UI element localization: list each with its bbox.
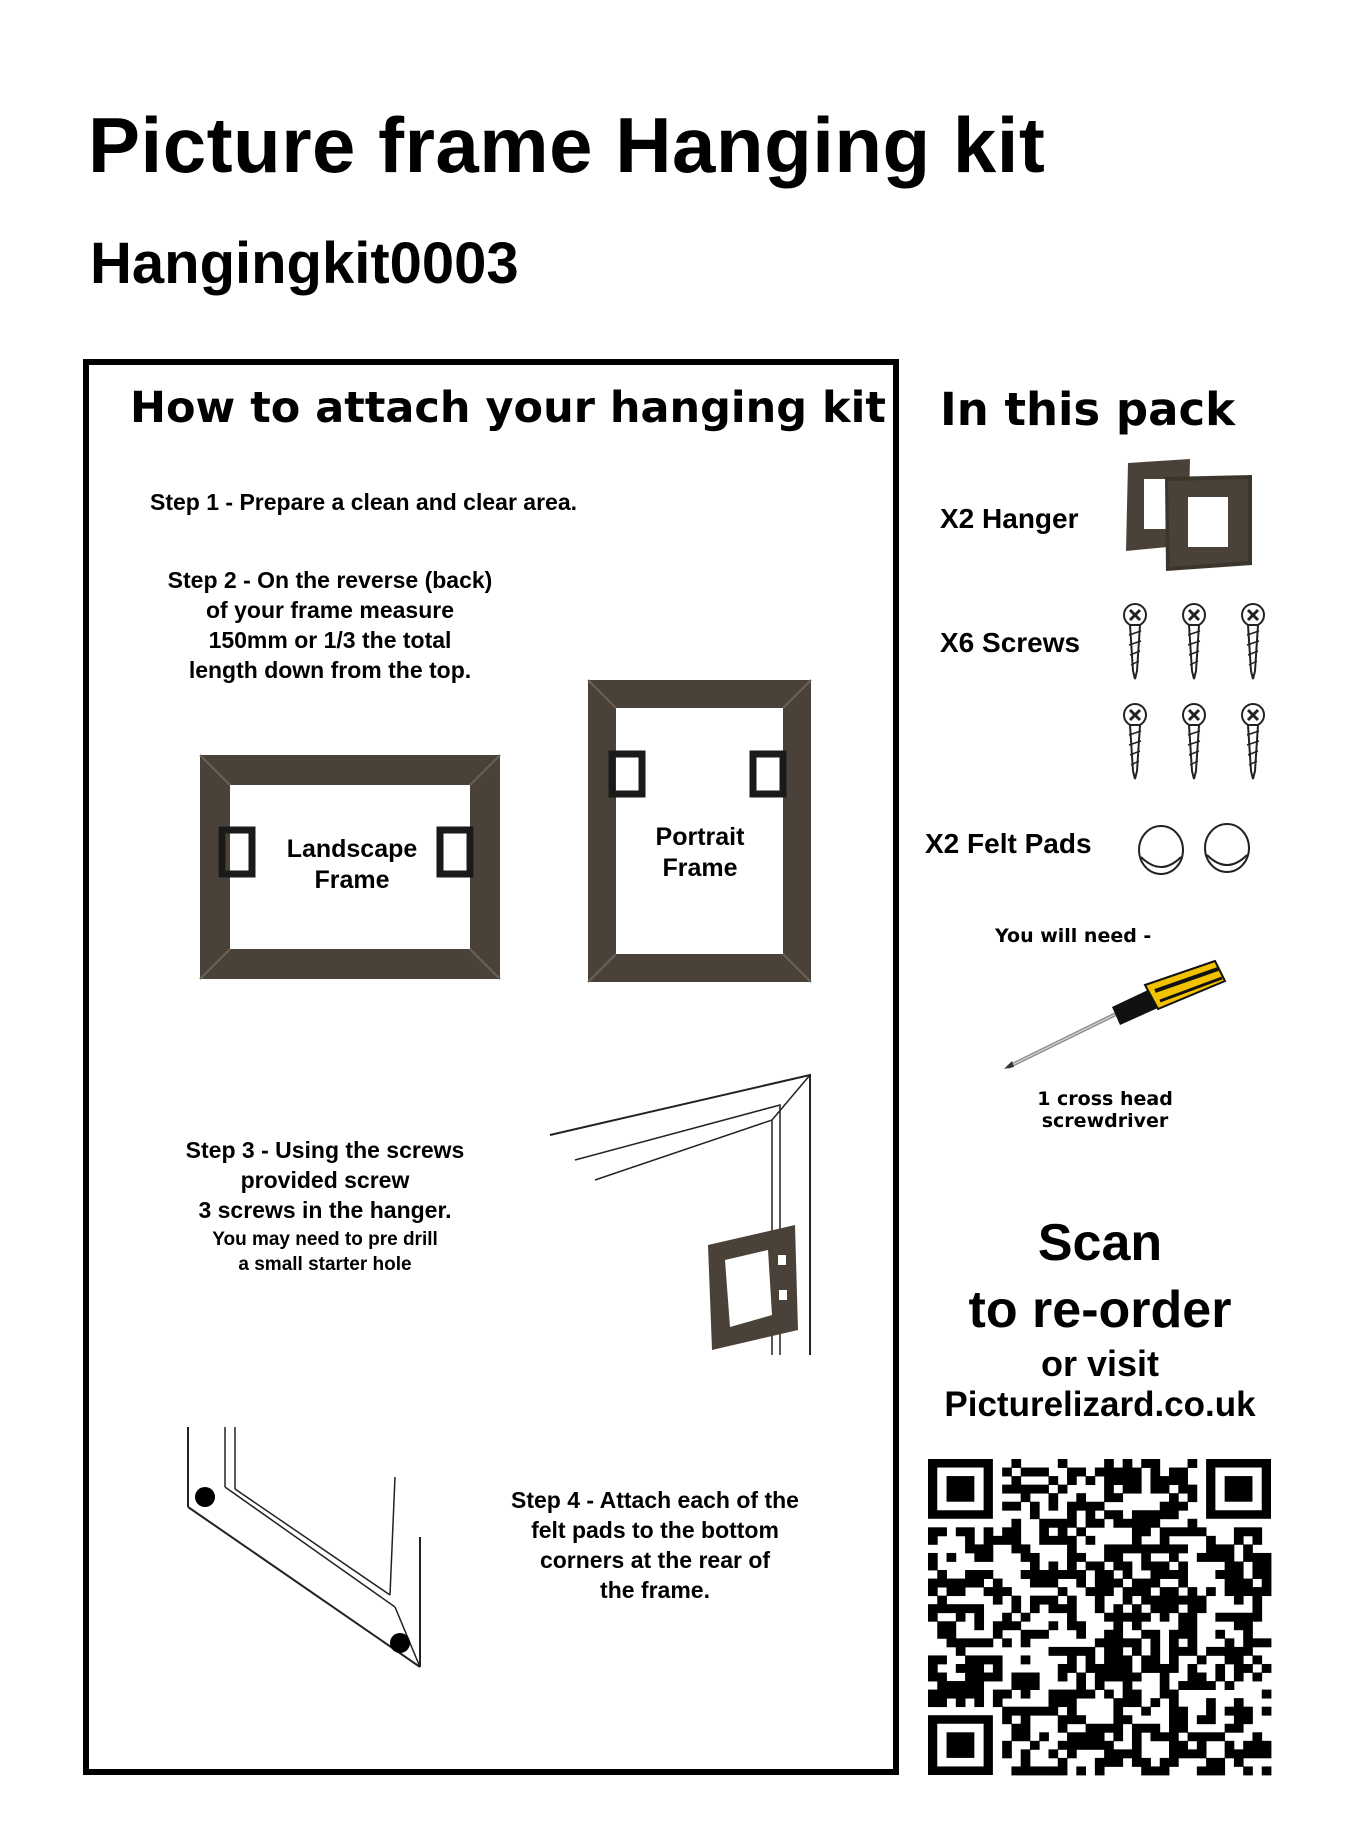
felt-pad-icon [390, 1633, 410, 1653]
landscape-label-line: Landscape [286, 835, 418, 863]
landscape-label-line: Frame [314, 866, 390, 894]
landscape-frame-label [262, 834, 442, 896]
step-2-line: Step 2 - On the reverse (back) [167, 567, 493, 593]
scan-label: Scan [1037, 1214, 1163, 1272]
pack-item-felt-pads-label: X2 Felt Pads [925, 828, 1092, 859]
screw-icon [1124, 704, 1146, 779]
step-4-line: corners at the rear of [539, 1547, 771, 1573]
reorder-label: to re-order [968, 1281, 1232, 1339]
step-2-text [130, 565, 530, 685]
screw-icon [1242, 604, 1264, 679]
felt-pads-illustration [1135, 815, 1265, 880]
step-2-line: 150mm or 1/3 the total [208, 627, 452, 653]
tool-label-line: 1 cross head [1037, 1088, 1173, 1110]
step-2-line: of your frame measure [206, 597, 454, 623]
screws-illustration [1120, 600, 1270, 785]
page-title: Picture frame Hanging kit [88, 101, 1046, 189]
you-will-need-label: You will need - [995, 925, 1152, 947]
felt-pad-attach-illustration [185, 1427, 455, 1677]
step-3-line: Step 3 - Using the screws [185, 1137, 465, 1163]
hanger-icon [708, 1225, 798, 1350]
qr-finder-pattern [1206, 1459, 1271, 1519]
qr-code[interactable] [928, 1459, 1271, 1775]
screw-icon [1124, 604, 1146, 679]
step-4-line: the frame. [600, 1577, 710, 1603]
screw-icon [1183, 604, 1205, 679]
felt-pad-icon [1139, 826, 1183, 874]
portrait-label-line: Frame [662, 854, 738, 882]
tool-label-line: screwdriver [1041, 1110, 1169, 1132]
felt-pad-icon [1205, 824, 1249, 872]
hanger-attach-illustration [540, 1065, 815, 1365]
instructions-heading: How to attach your hanging kit [130, 383, 886, 433]
screw-icon [1183, 704, 1205, 779]
qr-finder-pattern [928, 1459, 993, 1519]
pack-item-screws-label: X6 Screws [940, 627, 1081, 658]
portrait-label-line: Portrait [655, 823, 745, 851]
screwdriver-icon [1000, 955, 1230, 1075]
screw-icon [1242, 704, 1264, 779]
pack-item-hanger-label: X2 Hanger [940, 503, 1079, 534]
step-3-line: 3 screws in the hanger. [198, 1197, 452, 1223]
portrait-frame-label [610, 822, 790, 884]
step-3-note-line: a small starter hole [238, 1254, 412, 1275]
or-visit-label: or visit [1040, 1343, 1160, 1384]
step-3-text [130, 1135, 520, 1225]
pack-heading: In this pack [940, 383, 1236, 436]
step-3-line: provided screw [240, 1167, 410, 1193]
hanger-icon [1120, 455, 1260, 575]
step-3-note-line: You may need to pre drill [212, 1229, 438, 1250]
product-code: Hangingkit0003 [90, 231, 519, 296]
step-4-line: felt pads to the bottom [531, 1517, 779, 1543]
step-4-line: Step 4 - Attach each of the [511, 1487, 799, 1513]
tool-label [1015, 1088, 1195, 1132]
step-4-text [485, 1485, 825, 1605]
website-link[interactable]: Picturelizard.co.uk [944, 1385, 1256, 1424]
felt-pad-icon [195, 1487, 215, 1507]
qr-finder-pattern [928, 1715, 993, 1775]
step-1-text: Step 1 - Prepare a clean and clear area. [150, 489, 578, 515]
step-2-line: length down from the top. [188, 657, 472, 683]
step-3-note [130, 1227, 520, 1277]
